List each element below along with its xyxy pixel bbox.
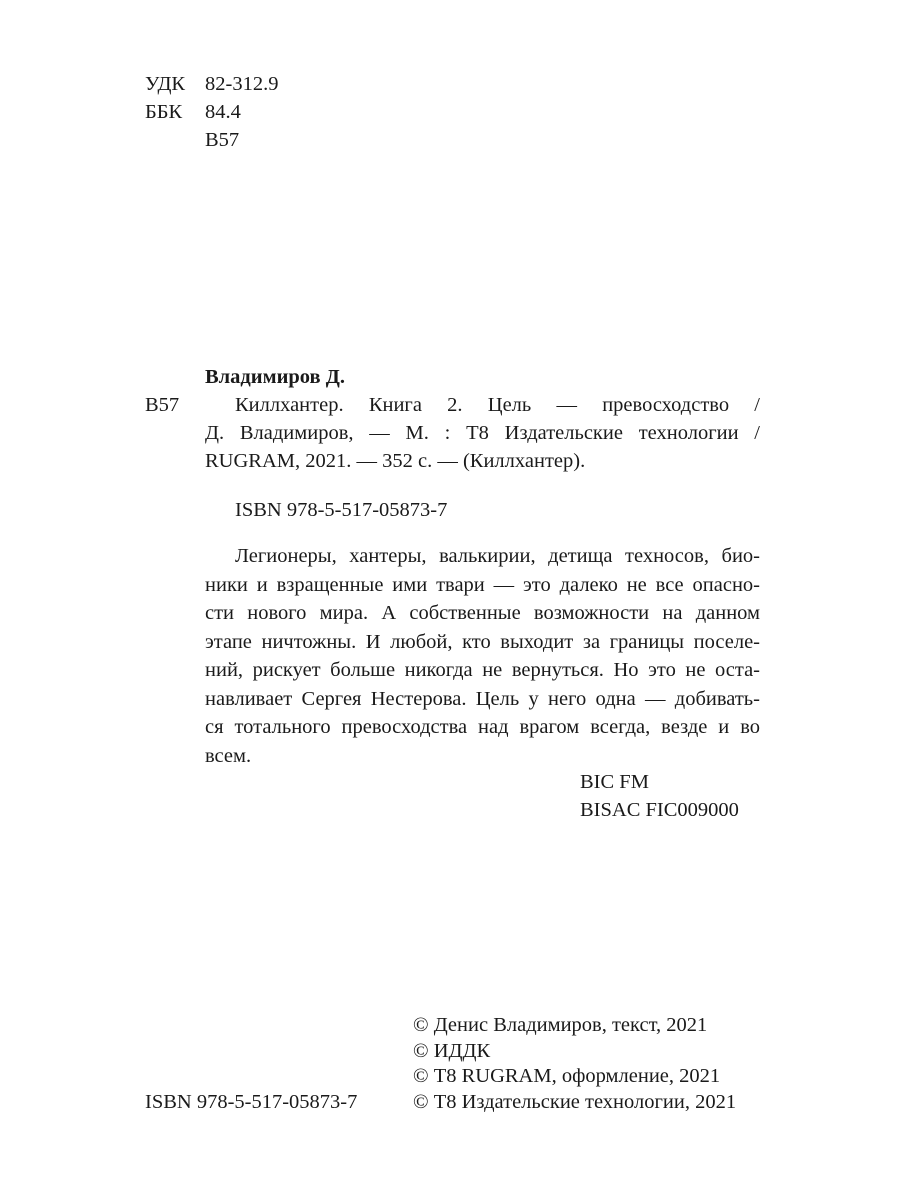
copyright-line: © Т8 RUGRAM, оформление, 2021 [413, 1065, 721, 1087]
annotation-line: сти нового мира. А собственные возможности на данном [205, 602, 760, 624]
bib-line: RUGRAM, 2021. — 352 с. — (Киллхантер). [205, 450, 586, 472]
bbk-value: 84.4 [205, 101, 241, 123]
bib-line: Киллхантер. Книга 2. Цель — превосходство / [235, 394, 760, 416]
annotation-line: навливает Сергея Нестерова. Цель у него одна — добивать- [205, 687, 760, 710]
bic-code: BIC FM [580, 771, 649, 793]
annotation-line: ся тотального превосходства над врагом всегда, везде и во [205, 716, 760, 738]
annotation-line: этапе ничтожны. И любой, кто выходит за границы поселе- [205, 630, 760, 653]
annotation-line: всем. [205, 744, 252, 767]
annotation [205, 542, 760, 770]
bbk-label: ББК [145, 101, 183, 123]
annotation-line: ний, рискует больше никогда не вернуться. Но это не оста- [205, 659, 760, 681]
copyright-line: © ИДДК [413, 1039, 491, 1062]
isbn-main: ISBN 978-5-517-05873-7 [235, 499, 448, 521]
udk-value: 82-312.9 [205, 73, 279, 95]
bib-line: Д. Владимиров, — М. : Т8 Издательские технологии / [205, 422, 760, 444]
copyright-line: © Т8 Издательские технологии, 2021 [413, 1090, 737, 1113]
annotation-line: ники и взращенные ими твари — это далеко не все опасно- [205, 573, 760, 596]
author-code-top: В57 [205, 129, 240, 151]
bibliographic-description [205, 391, 760, 475]
bbk-row [145, 98, 241, 126]
isbn-bottom: ISBN 978-5-517-05873-7 [145, 1091, 358, 1113]
author-code-left: В57 [145, 394, 180, 416]
udk-row [145, 70, 278, 98]
author-code-row [145, 126, 239, 154]
annotation-line: Легионеры, хантеры, валькирии, детища техносов, био- [235, 545, 760, 567]
subject-codes [580, 768, 739, 824]
author-heading: Владимиров Д. [205, 366, 345, 388]
copyright-line: © Денис Владимиров, текст, 2021 [413, 1014, 708, 1036]
copyright-block [413, 1013, 736, 1115]
bisac-code: BISAC FIC009000 [580, 799, 739, 821]
udk-label: УДК [145, 73, 186, 95]
